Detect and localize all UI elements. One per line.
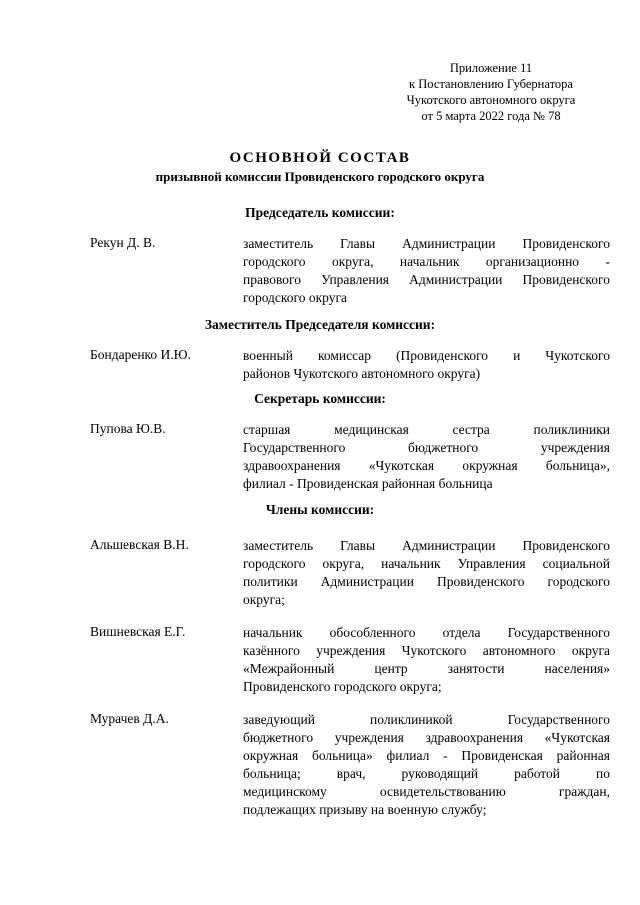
position-line: казённого учреждения Чукотского автономного округа: [243, 643, 610, 658]
position-line: Государственного бюджетного учреждения: [243, 440, 610, 455]
position-line: правового Управления Администрации Провиденского: [243, 272, 610, 287]
appendix-line: от 5 марта 2022 года № 78: [421, 109, 561, 123]
position-line: филиал - Провиденская районная больница: [243, 476, 493, 491]
appendix-line: Приложение 11: [449, 61, 533, 75]
position-line: заместитель Главы Администрации Провиденского: [243, 236, 610, 251]
appendix-line: Чукотского автономного округа: [406, 93, 576, 107]
person-name: Бондаренко И.Ю.: [90, 347, 191, 362]
person-name: Пупова Ю.В.: [90, 421, 166, 436]
person-position: [243, 537, 610, 609]
position-line: Провиденского городского округа;: [243, 679, 442, 694]
position-line: медицинскому освидетельствованию граждан,: [243, 784, 610, 799]
position-line: округа;: [243, 592, 285, 607]
position-line: бюджетного учреждения здравоохранения «Чукотская: [243, 730, 610, 745]
members-heading: Члены комиссии:: [265, 502, 375, 517]
position-line: здравоохранения «Чукотская окружная больница»,: [243, 458, 610, 473]
person-position: [243, 624, 610, 696]
position-line: старшая медицинская сестра поликлиники: [243, 422, 610, 437]
person-position: [243, 711, 610, 819]
position-line: начальник обособленного отдела Государственного: [243, 625, 610, 640]
position-line: заведующий поликлиникой Государственного: [243, 712, 610, 727]
position-line: городского округа, начальник Управления социальной: [243, 556, 610, 571]
position-line: окружная больница» филиал - Провиденская районная: [243, 748, 610, 763]
person-position: [243, 421, 610, 493]
document-title: ОСНОВНОЙ СОСТАВ: [229, 150, 411, 166]
person-name: Вишневская Е.Г.: [90, 624, 186, 639]
position-line: городского округа, начальник организационно -: [243, 254, 610, 269]
position-line: «Межрайонный центр занятости населения»: [243, 661, 610, 676]
position-line: больница; врач, руководящий работой по: [243, 766, 610, 781]
deputy-heading: Заместитель Председателя комиссии:: [204, 317, 436, 332]
person-name: Рекун Д. В.: [90, 235, 156, 250]
person-name: Мурачев Д.А.: [90, 711, 169, 726]
position-line: городского округа: [243, 290, 348, 305]
person-position: [243, 347, 610, 383]
chairman-heading: Председатель комиссии:: [245, 205, 395, 220]
secretary-heading: Секретарь комиссии:: [254, 391, 386, 406]
document-subtitle: призывной комиссии Провиденского городского округа: [155, 169, 485, 184]
person-name: Альшевская В.Н.: [90, 537, 189, 552]
position-line: заместитель Главы Администрации Провиденского: [243, 538, 610, 553]
appendix-line: к Постановлению Губернатора: [409, 77, 573, 91]
position-line: районов Чукотского автономного округа): [243, 366, 481, 381]
position-line: политики Администрации Провиденского городского: [243, 574, 610, 589]
position-line: военный комиссар (Провиденского и Чукотского: [243, 348, 610, 363]
appendix-reference: [360, 60, 622, 124]
person-position: [243, 235, 610, 307]
position-line: подлежащих призыву на военную службу;: [243, 802, 487, 817]
